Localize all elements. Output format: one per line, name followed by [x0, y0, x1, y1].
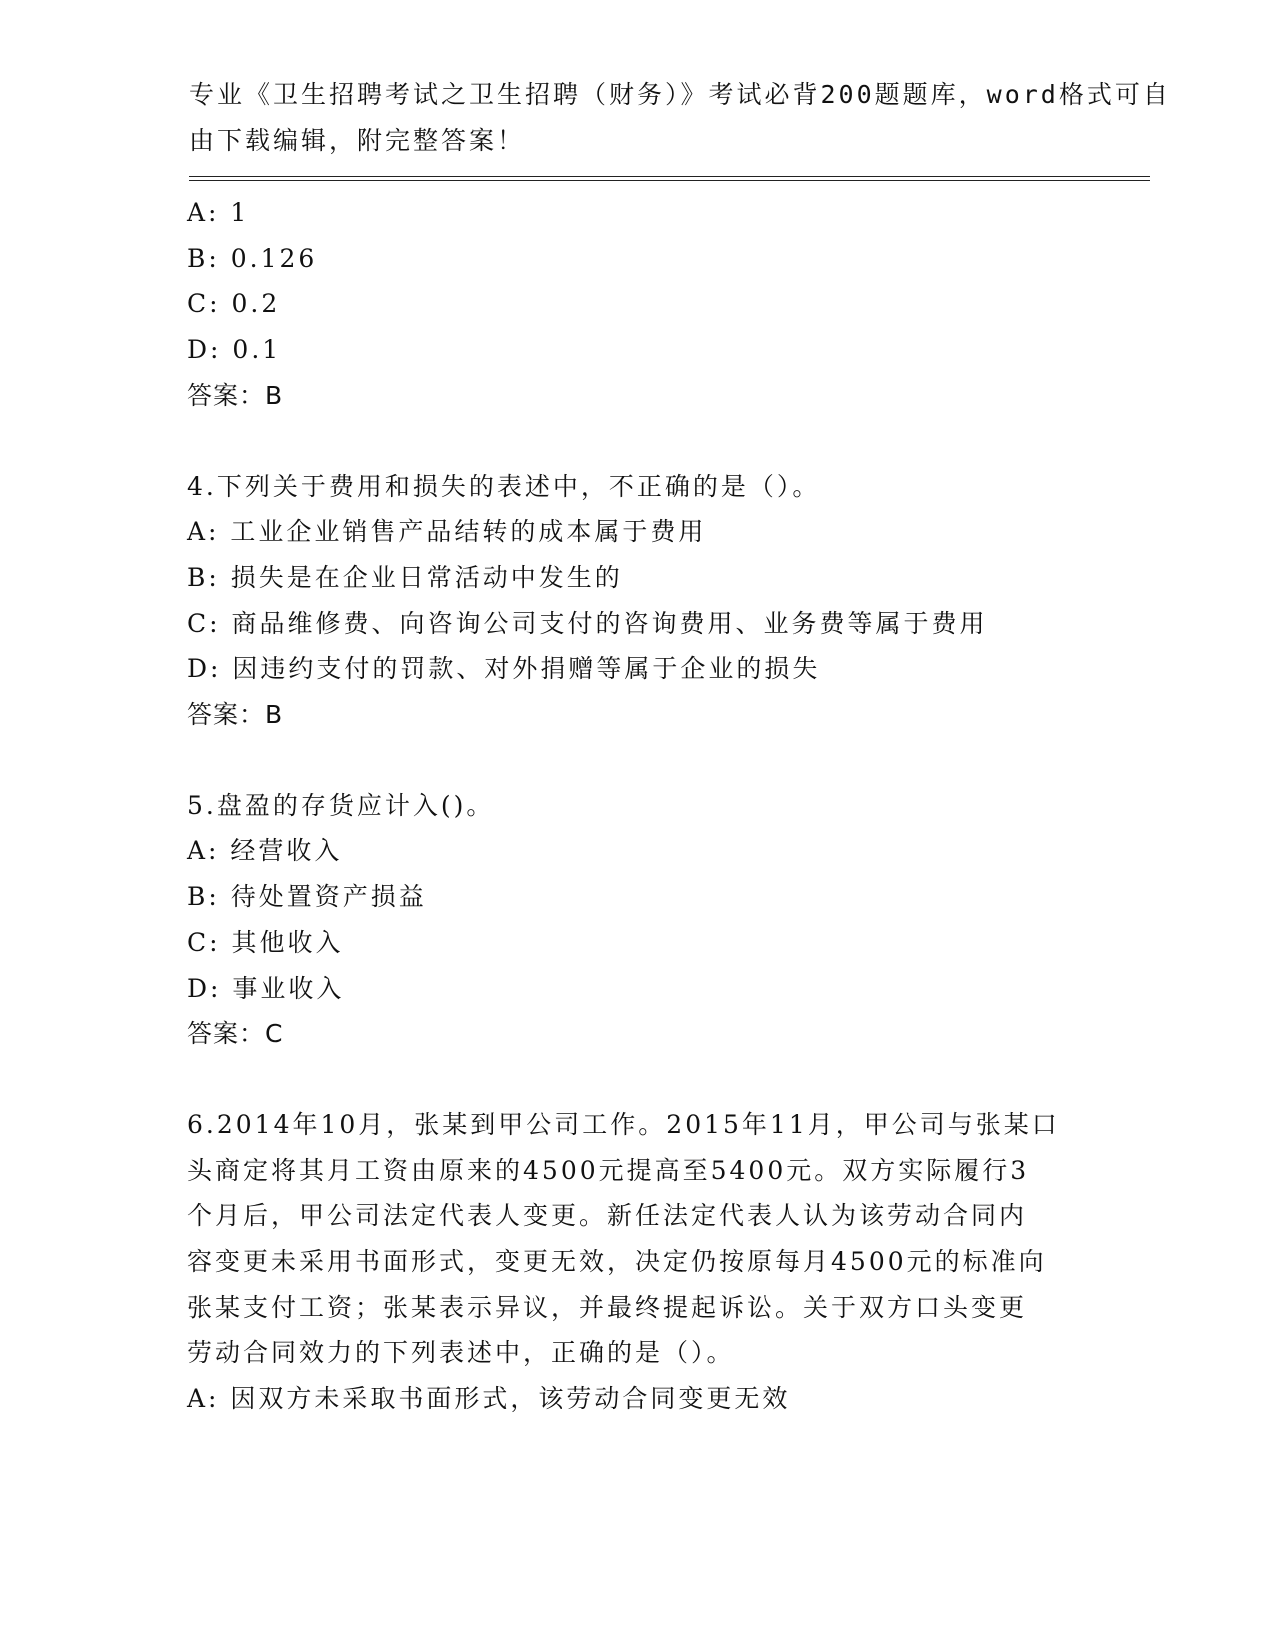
option-a: A: 1	[187, 198, 250, 227]
question-stem-line: 劳动合同效力的下列表述中，正确的是（）。	[187, 1338, 735, 1368]
question-stem-line: 头商定将其月工资由原来的4500元提高至5400元。双方实际履行3	[187, 1155, 1030, 1185]
option-c: C: 商品维修费、向咨询公司支付的咨询费用、业务费等属于费用	[187, 608, 988, 638]
header-rule	[189, 176, 1150, 177]
question-6	[187, 1102, 1087, 1422]
header-line: 专业《卫生招聘考试之卫生招聘（财务）》考试必背200题题库，word格式可自	[189, 80, 1171, 109]
option-b: B: 损失是在企业日常活动中发生的	[187, 562, 623, 592]
header-rule	[189, 180, 1150, 181]
answer: 答案：C	[187, 1019, 284, 1049]
option-b: B: 待处置资产损益	[187, 882, 427, 912]
question-3	[187, 190, 1087, 419]
answer: 答案：B	[187, 380, 284, 410]
document-header	[189, 72, 1171, 163]
option-a: A: 因双方未采取书面形式，该劳动合同变更无效	[187, 1384, 791, 1414]
header-line: 由下载编辑，附完整答案！	[189, 125, 526, 155]
question-stem-line: 张某支付工资；张某表示异议，并最终提起诉讼。关于双方口头变更	[187, 1292, 1028, 1322]
option-d: D: 因违约支付的罚款、对外捐赠等属于企业的损失	[187, 654, 821, 684]
option-d: D: 0.1	[187, 335, 282, 365]
question-stem-line: 容变更未采用书面形式，变更无效，决定仍按原每月4500元的标准向	[187, 1247, 1047, 1277]
option-a: A: 工业企业销售产品结转的成本属于费用	[187, 517, 707, 547]
option-c: C: 0.2	[187, 289, 281, 319]
question-stem: 4.下列关于费用和损失的表述中，不正确的是（）。	[187, 471, 821, 501]
question-stem: 5.盘盈的存货应计入()。	[187, 790, 495, 820]
question-4	[187, 464, 1087, 738]
question-stem-line: 个月后，甲公司法定代表人变更。新任法定代表人认为该劳动合同内	[187, 1201, 1028, 1231]
option-d: D: 事业收入	[187, 973, 345, 1003]
option-c: C: 其他收入	[187, 927, 344, 957]
question-5	[187, 783, 1087, 1057]
question-list	[187, 190, 1087, 1422]
option-a: A: 经营收入	[187, 836, 343, 866]
question-stem-line: 6.2014年10月，张某到甲公司工作。2015年11月，甲公司与张某口	[187, 1109, 1060, 1139]
option-b: B: 0.126	[187, 243, 318, 273]
answer: 答案：B	[187, 700, 284, 730]
